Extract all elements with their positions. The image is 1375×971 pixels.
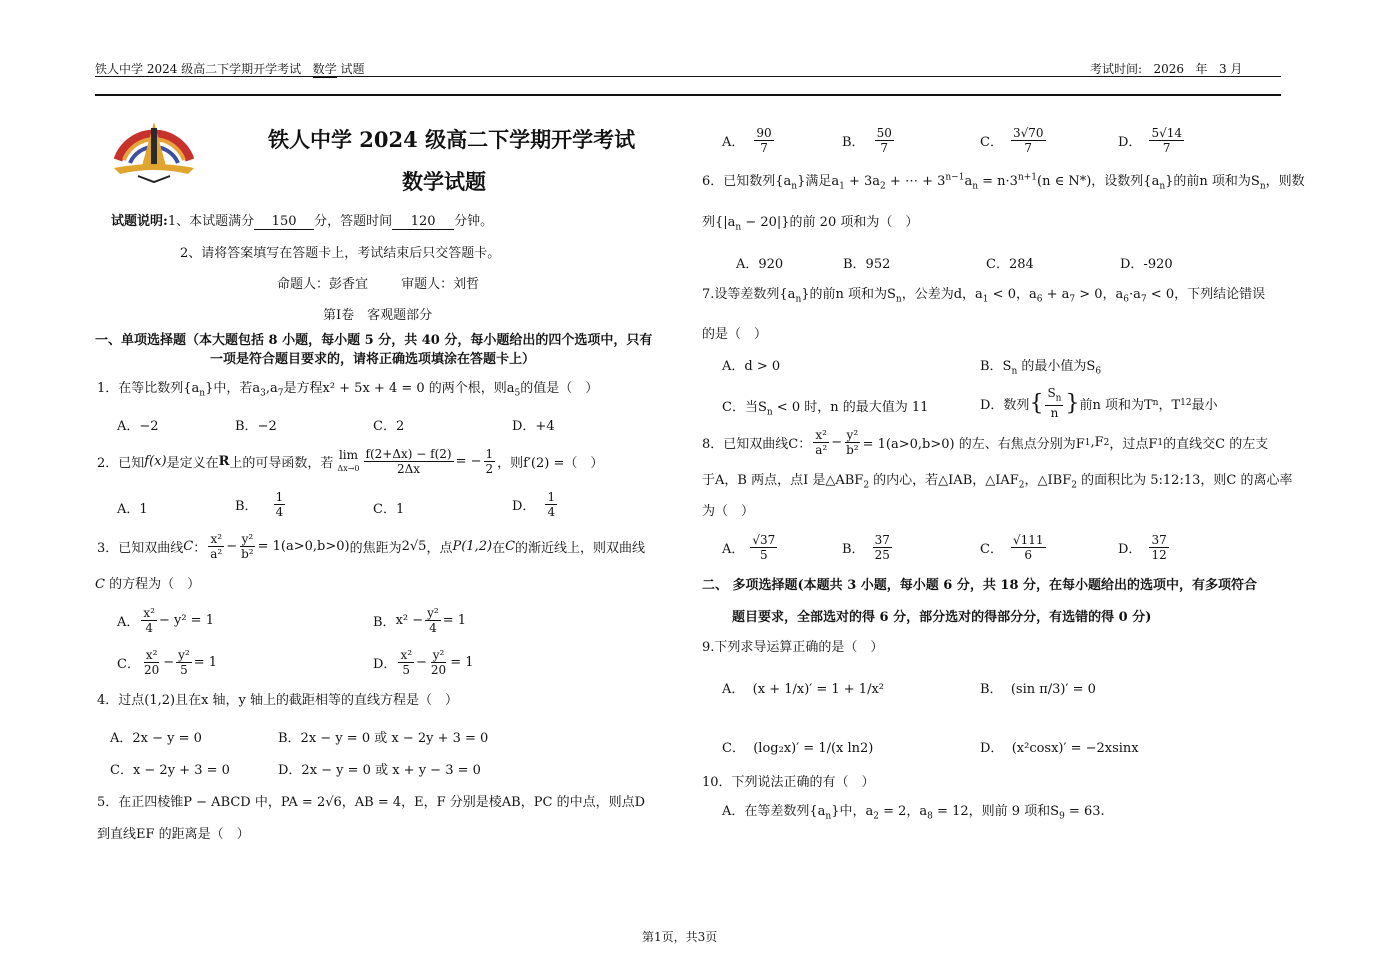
question-8-line2: 于A，B 两点，点I 是$\triangle ABF_2$ 的内心，若△IAB，$\triangle IAF_2$，$\triangle IBF_2$ 的面积比为 5:12:13，则C 的离心率 bbox=[702, 473, 1293, 491]
section1-heading-line2: 一项是符合题目要求的，请将正确选项填涂在答题卡上） bbox=[210, 352, 536, 367]
q4-option-c[interactable]: C．x − 2y + 3 = 0 bbox=[110, 763, 230, 778]
question-8: 8．已知双曲线C： $\frac{\text{x²}}{\text{a²}}$ − $\frac{\text{y²}}{\text{b²}}$ = 1(a>0,b>0) 的左、右焦点分别为F 1 ,F 2 ，过点F 1 的直线交C 的左支 bbox=[702, 428, 1269, 457]
exam-subtitle: 数学试题 bbox=[402, 169, 486, 194]
school-logo bbox=[108, 108, 200, 188]
q8-option-c[interactable]: C． $\frac{√111}{6}$ bbox=[980, 533, 1044, 562]
q7-option-c[interactable]: C．当$S_n < 0$ 时，n 的最大值为 11 bbox=[722, 400, 929, 418]
question-7-line2: 的是（ ） bbox=[702, 327, 768, 342]
q8-option-b[interactable]: B． $\frac{37}{25}$ bbox=[842, 533, 890, 562]
q10-option-a[interactable]: A．在等差数列$\{a_n\}$中，$a_2 = 2$，$a_8 = 12$，则前 9 项和$S_9 = 63$. bbox=[722, 804, 1105, 822]
q2-option-c[interactable]: C．1 bbox=[373, 502, 405, 517]
q2-option-b[interactable]: B． $\frac{1}{4}$ bbox=[235, 490, 284, 519]
part-heading: 第Ⅰ卷 客观题部分 bbox=[323, 308, 433, 323]
q6-option-c[interactable]: C．284 bbox=[986, 257, 1034, 272]
q3-option-c[interactable]: C． $\frac{\text{x²}}{20}$ − $\frac{\text{y²}}{5}$ = 1 bbox=[117, 648, 218, 677]
q7-option-d[interactable]: D．数列 { $\frac{S_n}{n}$ } 前n 项和为T n ，T 12 最小 bbox=[980, 386, 1218, 421]
q2-option-d[interactable]: D． $\frac{1}{4}$ bbox=[512, 490, 556, 519]
question-5-line2: 到直线EF 的距离是（ ） bbox=[97, 827, 250, 842]
question-3-line2: C 的方程为（ ） bbox=[95, 577, 201, 592]
q9-option-b[interactable]: B． (sin π/3)′ = 0 bbox=[980, 682, 1096, 697]
page-footer: 第1页，共3页 bbox=[642, 930, 718, 944]
question-10: 10．下列说法正确的有（ ） bbox=[702, 775, 875, 790]
q4-option-a[interactable]: A．2x − y = 0 bbox=[110, 731, 202, 746]
q4-option-d[interactable]: D．2x − y = 0 或 x + y − 3 = 0 bbox=[278, 763, 481, 778]
q3-option-a[interactable]: A． $\frac{\text{x²}}{4}$ − y² = 1 bbox=[117, 606, 214, 635]
q2-option-a[interactable]: A．1 bbox=[117, 502, 148, 517]
q6-option-b[interactable]: B．952 bbox=[843, 257, 891, 272]
question-9: 9.下列求导运算正确的是（ ） bbox=[702, 640, 884, 655]
header-exam-time: 考试时间: 2026 年 3 月 bbox=[1090, 62, 1243, 76]
section1-heading-line1: 一、单项选择题（本大题包括 8 小题，每小题 5 分，共 40 分，每小题给出的四个选项中，只有 bbox=[95, 333, 653, 348]
section2-heading-line2: 题目要求，全部选对的得 6 分，部分选对的得部分分，有选错的得 0 分) bbox=[732, 610, 1152, 625]
header-left: 铁人中学 2024 级高二下学期开学考试 数学 试题 bbox=[95, 62, 365, 76]
question-8-line3: 为（ ） bbox=[702, 504, 755, 519]
question-3: 3．已知双曲线 C ： $\frac{\text{x²}}{\text{a²}}$ − $\frac{\text{y²}}{\text{b²}}$ = 1 (a>0,b>0) 的焦距为 2√5 ，点 P(1,2) 在 C 的渐近线上，则双曲线 bbox=[97, 532, 646, 561]
instructions-line1: 试题说明:1、本试题满分 150 分，答题时间 120 分钟。 bbox=[111, 214, 494, 229]
question-4: 4．过点(1,2)且在x 轴，y 轴上的截距相等的直线方程是（ ） bbox=[97, 693, 459, 708]
q5-option-d[interactable]: D． $\frac{5√14}{7}$ bbox=[1118, 126, 1182, 155]
question-1: 1．在等比数列$\{a_n\}$中，若$a_3,a_7$是方程x² + 5x + 4 = 0 的两个根，则$a_5$的值是（ ） bbox=[97, 381, 599, 399]
q9-option-a[interactable]: A． (x + 1/x)′ = 1 + 1/x² bbox=[722, 682, 885, 697]
q6-option-d[interactable]: D．-920 bbox=[1120, 257, 1173, 272]
question-2: 2．已知 f(x) 是定义在 R 上的可导函数，若 lim Δx→0 $\frac{f(2+\Delta x) - f(2)}{2\Delta x}$ = − $\frac{1}{2}$ ，则 f′(2) =（ ） bbox=[97, 447, 604, 476]
header-underline bbox=[95, 76, 1281, 77]
q1-option-a[interactable]: A．−2 bbox=[117, 419, 159, 434]
q8-option-d[interactable]: D． $\frac{37}{12}$ bbox=[1118, 533, 1167, 562]
q7-option-b[interactable]: B．$S_n$ 的最小值为$S_6$ bbox=[980, 359, 1102, 377]
instructions-line2: 2、请将答案填写在答题卡上，考试结束后只交答题卡。 bbox=[180, 246, 501, 261]
authors: 命题人：彭香宜 审题人：刘哲 bbox=[277, 277, 480, 292]
q5-option-a[interactable]: A． $\frac{90}{7}$ bbox=[722, 126, 772, 155]
q1-option-d[interactable]: D．+4 bbox=[512, 419, 555, 434]
q6-option-a[interactable]: A．920 bbox=[736, 257, 784, 272]
question-6: 6．已知数列$\{a_n\}$满足$a_1 + 3a_2$ + ⋯ + $3^{n-1}a_n = n\cdot 3^{n+1}(n$ ∈ N*)，设数列$\{a_n\}$的前n 项和为$S_n$，则数 bbox=[702, 172, 1305, 192]
section2-heading-line1: 二、 多项选择题(本题共 3 小题，每小题 6 分，共 18 分，在每小题给出的选项中，有多项符合 bbox=[702, 578, 1258, 593]
q4-option-b[interactable]: B．2x − y = 0 或 x − 2y + 3 = 0 bbox=[278, 731, 489, 746]
q9-option-d[interactable]: D． (x²cosx)′ = −2xsinx bbox=[980, 741, 1139, 756]
question-6-line2: 列$\{|a_n - 20|\}$的前 20 项和为（ ） bbox=[702, 215, 919, 233]
q1-option-c[interactable]: C．2 bbox=[373, 419, 405, 434]
q8-option-a[interactable]: A． $\frac{√37}{5}$ bbox=[722, 533, 776, 562]
header-double-rule bbox=[95, 94, 1281, 96]
exam-title: 铁人中学 2024 级高二下学期开学考试 bbox=[268, 127, 636, 152]
q5-option-c[interactable]: C． $\frac{3√70}{7}$ bbox=[980, 126, 1044, 155]
q9-option-c[interactable]: C． (log₂x)′ = 1/(x ln2) bbox=[722, 741, 874, 756]
q3-option-d[interactable]: D． $\frac{\text{x²}}{5}$ − $\frac{\text{y²}}{20}$ = 1 bbox=[373, 648, 474, 677]
question-5: 5．在正四棱锥P − ABCD 中，PA = 2√6，AB = 4，E，F 分别是棱AB，PC 的中点，则点D bbox=[97, 795, 645, 810]
q3-option-b[interactable]: B． x² − $\frac{\text{y²}}{4}$ = 1 bbox=[373, 606, 467, 635]
q5-option-b[interactable]: B． $\frac{50}{7}$ bbox=[842, 126, 892, 155]
q1-option-b[interactable]: B．−2 bbox=[235, 419, 277, 434]
q7-option-a[interactable]: A．d > 0 bbox=[722, 359, 781, 374]
question-7: 7.设等差数列$\{a_n\}$的前n 项和为$S_n$，公差为d，$a_1 < 0$，$a_6 + a_7 > 0$，$a_6\cdot a_7 < 0$，下列结论错误 bbox=[702, 287, 1266, 305]
